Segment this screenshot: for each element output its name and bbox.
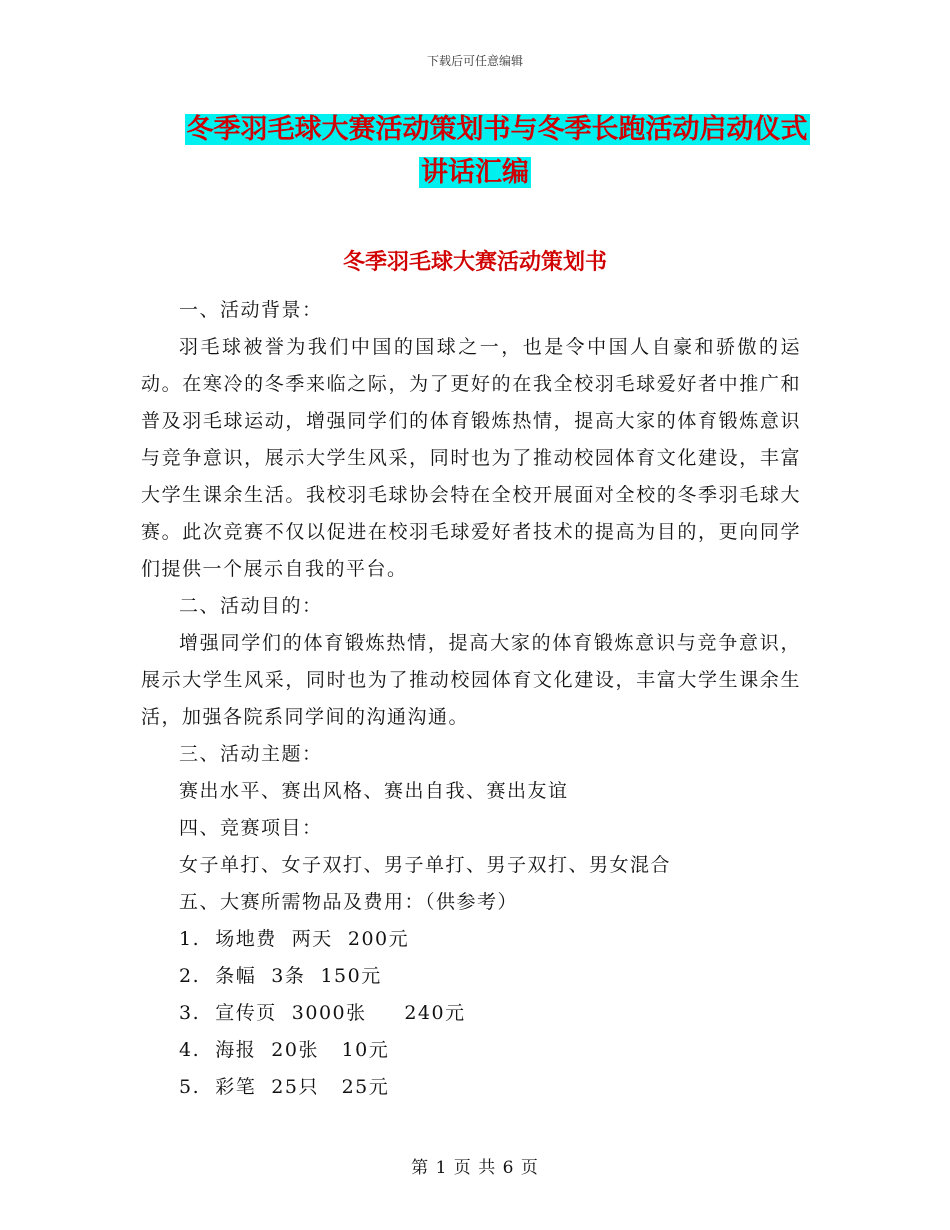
events-text: 女子单打、女子双打、男子单打、男子双打、男女混合 bbox=[179, 854, 672, 876]
cost-item: 3. 宣传页 3000张 240元 bbox=[179, 1002, 466, 1024]
heading-purpose: 二、活动目的： bbox=[179, 595, 323, 617]
document-title-line-1-text: 冬季羽毛球大赛活动策划书与冬季长跑活动启动仪式 bbox=[186, 114, 808, 145]
paragraph-background: 羽毛球被誉为我们中国的国球之一，也是令中国人自豪和骄傲的运动。在寒冷的冬季来临之际，为了更好的在我全校羽毛球爱好者中推广和普及羽毛球运动，增强同学们的体育锻炼热情，提高大家的体育锻炼意识与竞争意识，展示大学生风采，同时也为了推动校园体育文化建设，丰富大学生课余生活。我校羽毛球协会特在全校开展面对全校的冬季羽毛球大赛。此次竞赛不仅以促进在校羽毛球爱好者技术的提高为目的，更向同学们提供一个展示自我的平台。 bbox=[141, 336, 801, 580]
cost-item: 1. 场地费 两天 200元 bbox=[179, 928, 410, 950]
cost-item: 5. 彩笔 25只 25元 bbox=[179, 1076, 390, 1098]
document-title-line-2-text: 讲话汇编 bbox=[421, 157, 529, 188]
theme-text: 赛出水平、赛出风格、赛出自我、赛出友谊 bbox=[179, 780, 569, 802]
document-title-line-2 bbox=[0, 153, 950, 193]
heading-costs: 五、大赛所需物品及费用：（供参考） bbox=[179, 891, 519, 913]
heading-events: 四、竞赛项目： bbox=[179, 817, 323, 839]
heading-background: 一、活动背景： bbox=[179, 299, 323, 321]
document-body bbox=[141, 292, 801, 1106]
page-number: 第 1 页 共 6 页 bbox=[411, 1158, 539, 1178]
heading-theme: 三、活动主题： bbox=[179, 743, 323, 765]
cost-item: 2. 条幅 3条 150元 bbox=[179, 965, 382, 987]
document-title-line-1 bbox=[22, 110, 950, 150]
section-title: 冬季羽毛球大赛活动策划书 bbox=[342, 250, 607, 275]
paragraph-purpose: 增强同学们的体育锻炼热情，提高大家的体育锻炼意识与竞争意识，展示大学生风采，同时也为了推动校园体育文化建设，丰富大学生课余生活，加强各院系同学间的沟通沟通。 bbox=[141, 632, 801, 728]
header-note: 下载后可任意编辑 bbox=[426, 54, 523, 68]
cost-item: 4. 海报 20张 10元 bbox=[179, 1039, 390, 1061]
